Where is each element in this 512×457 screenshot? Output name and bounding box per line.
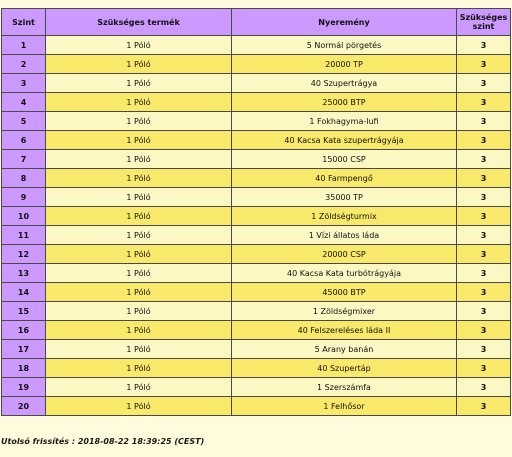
required-level-cell: 3 bbox=[457, 245, 511, 264]
reward-cell: 1 Vízi állatos láda bbox=[232, 226, 457, 245]
header-reward: Nyeremény bbox=[232, 9, 457, 36]
reward-cell: 5 Arany banán bbox=[232, 340, 457, 359]
reward-cell: 5 Normál pörgetés bbox=[232, 36, 457, 55]
level-cell: 7 bbox=[2, 150, 46, 169]
product-cell: 1 Póló bbox=[46, 36, 232, 55]
required-level-cell: 3 bbox=[457, 55, 511, 74]
product-cell: 1 Póló bbox=[46, 283, 232, 302]
table-row bbox=[2, 283, 511, 302]
required-level-cell: 3 bbox=[457, 150, 511, 169]
required-level-cell: 3 bbox=[457, 378, 511, 397]
level-cell: 12 bbox=[2, 245, 46, 264]
level-cell: 5 bbox=[2, 112, 46, 131]
reward-cell: 40 Szupertrágya bbox=[232, 74, 457, 93]
level-cell: 18 bbox=[2, 359, 46, 378]
reward-cell: 40 Szupertáp bbox=[232, 359, 457, 378]
level-cell: 17 bbox=[2, 340, 46, 359]
product-cell: 1 Póló bbox=[46, 169, 232, 188]
level-cell: 1 bbox=[2, 36, 46, 55]
product-cell: 1 Póló bbox=[46, 93, 232, 112]
product-cell: 1 Póló bbox=[46, 150, 232, 169]
required-level-cell: 3 bbox=[457, 207, 511, 226]
product-cell: 1 Póló bbox=[46, 188, 232, 207]
required-level-cell: 3 bbox=[457, 283, 511, 302]
table-row bbox=[2, 378, 511, 397]
reward-cell: 1 Zöldségturmix bbox=[232, 207, 457, 226]
table-row bbox=[2, 359, 511, 378]
required-level-cell: 3 bbox=[457, 302, 511, 321]
table-row bbox=[2, 226, 511, 245]
last-updated-text: Utolsó frissítés : 2018-08-22 18:39:25 (CEST) bbox=[1, 437, 205, 446]
required-level-cell: 3 bbox=[457, 36, 511, 55]
header-required-level: Szükséges szint bbox=[457, 9, 511, 36]
product-cell: 1 Póló bbox=[46, 55, 232, 74]
rewards-table bbox=[1, 8, 511, 416]
product-cell: 1 Póló bbox=[46, 302, 232, 321]
product-cell: 1 Póló bbox=[46, 340, 232, 359]
product-cell: 1 Póló bbox=[46, 226, 232, 245]
required-level-cell: 3 bbox=[457, 264, 511, 283]
reward-cell: 20000 CSP bbox=[232, 245, 457, 264]
required-level-cell: 3 bbox=[457, 188, 511, 207]
product-cell: 1 Póló bbox=[46, 245, 232, 264]
required-level-cell: 3 bbox=[457, 93, 511, 112]
table-row bbox=[2, 36, 511, 55]
reward-cell: 40 Kacsa Kata turbótrágyája bbox=[232, 264, 457, 283]
table-row bbox=[2, 169, 511, 188]
required-level-cell: 3 bbox=[457, 169, 511, 188]
product-cell: 1 Póló bbox=[46, 264, 232, 283]
table-row bbox=[2, 207, 511, 226]
level-cell: 8 bbox=[2, 169, 46, 188]
reward-cell: 1 Felhősor bbox=[232, 397, 457, 416]
level-cell: 9 bbox=[2, 188, 46, 207]
table-row bbox=[2, 188, 511, 207]
product-cell: 1 Póló bbox=[46, 397, 232, 416]
product-cell: 1 Póló bbox=[46, 321, 232, 340]
level-cell: 13 bbox=[2, 264, 46, 283]
header-level: Szint bbox=[2, 9, 46, 36]
level-cell: 20 bbox=[2, 397, 46, 416]
reward-cell: 15000 CSP bbox=[232, 150, 457, 169]
level-cell: 14 bbox=[2, 283, 46, 302]
level-cell: 16 bbox=[2, 321, 46, 340]
reward-cell: 1 Fokhagyma-lufi bbox=[232, 112, 457, 131]
header-product: Szükséges termék bbox=[46, 9, 232, 36]
table-row bbox=[2, 302, 511, 321]
product-cell: 1 Póló bbox=[46, 131, 232, 150]
required-level-cell: 3 bbox=[457, 74, 511, 93]
reward-cell: 1 Szerszámfa bbox=[232, 378, 457, 397]
table-row bbox=[2, 93, 511, 112]
table-row bbox=[2, 131, 511, 150]
table-row bbox=[2, 397, 511, 416]
level-cell: 15 bbox=[2, 302, 46, 321]
level-cell: 3 bbox=[2, 74, 46, 93]
reward-cell: 40 Kacsa Kata szupertrágyája bbox=[232, 131, 457, 150]
table-row bbox=[2, 340, 511, 359]
level-cell: 11 bbox=[2, 226, 46, 245]
table-row bbox=[2, 321, 511, 340]
required-level-cell: 3 bbox=[457, 226, 511, 245]
required-level-cell: 3 bbox=[457, 340, 511, 359]
required-level-cell: 3 bbox=[457, 397, 511, 416]
table-row bbox=[2, 245, 511, 264]
required-level-cell: 3 bbox=[457, 359, 511, 378]
product-cell: 1 Póló bbox=[46, 74, 232, 93]
reward-cell: 40 Farmpengő bbox=[232, 169, 457, 188]
level-cell: 19 bbox=[2, 378, 46, 397]
table-row bbox=[2, 74, 511, 93]
reward-cell: 1 Zöldségmixer bbox=[232, 302, 457, 321]
table-body bbox=[2, 36, 511, 416]
table-row bbox=[2, 150, 511, 169]
table-row bbox=[2, 264, 511, 283]
reward-cell: 20000 TP bbox=[232, 55, 457, 74]
required-level-cell: 3 bbox=[457, 112, 511, 131]
reward-cell: 40 Felszereléses láda II bbox=[232, 321, 457, 340]
level-cell: 6 bbox=[2, 131, 46, 150]
product-cell: 1 Póló bbox=[46, 112, 232, 131]
product-cell: 1 Póló bbox=[46, 207, 232, 226]
level-cell: 10 bbox=[2, 207, 46, 226]
reward-cell: 25000 BTP bbox=[232, 93, 457, 112]
required-level-cell: 3 bbox=[457, 321, 511, 340]
reward-cell: 35000 TP bbox=[232, 188, 457, 207]
required-level-cell: 3 bbox=[457, 131, 511, 150]
product-cell: 1 Póló bbox=[46, 378, 232, 397]
table-header-row bbox=[2, 9, 511, 36]
product-cell: 1 Póló bbox=[46, 359, 232, 378]
reward-cell: 45000 BTP bbox=[232, 283, 457, 302]
table-row bbox=[2, 112, 511, 131]
level-cell: 2 bbox=[2, 55, 46, 74]
level-cell: 4 bbox=[2, 93, 46, 112]
table-row bbox=[2, 55, 511, 74]
